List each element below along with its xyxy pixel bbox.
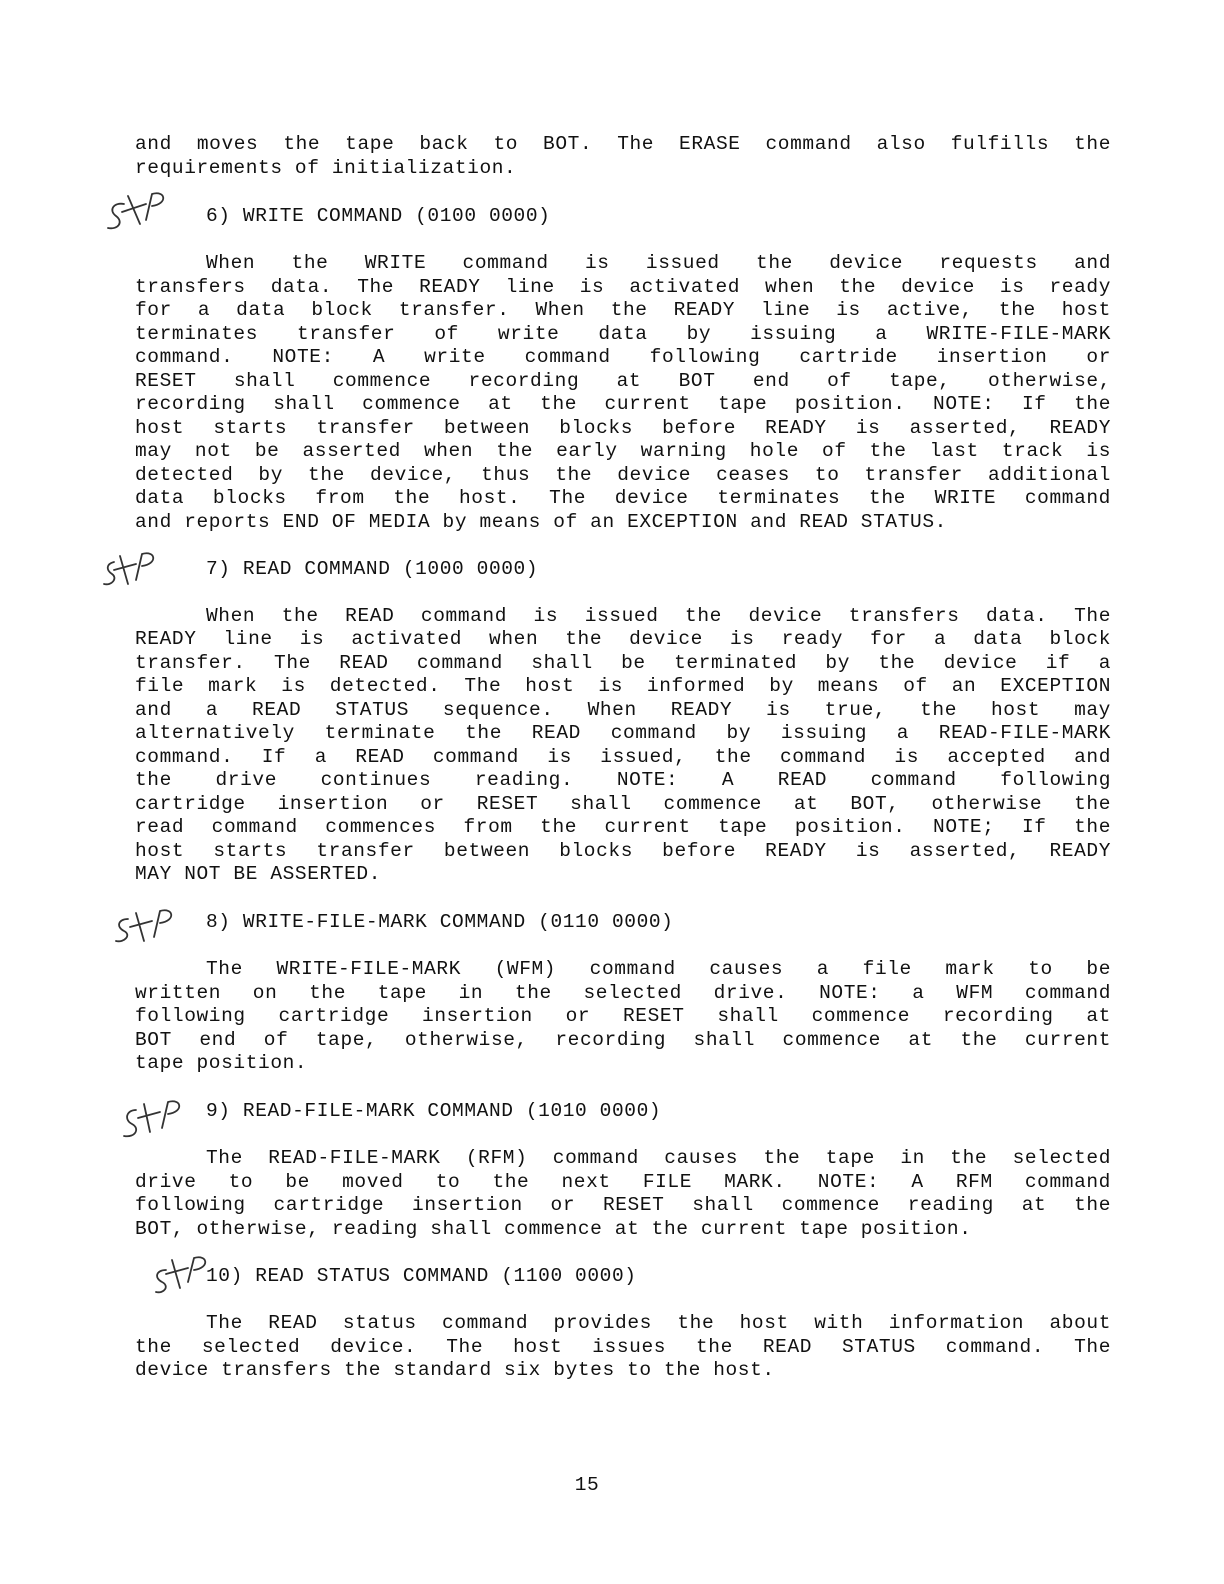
section-6-line: may not be asserted when the early warning hole of the last track is (135, 440, 1111, 462)
section-6-line: command. NOTE: A write command following cartride insertion or (135, 346, 1111, 368)
section-7-line: transfer. The READ command shall be terminated by the device if a (135, 652, 1111, 674)
section-6-line: recording shall commence at the current tape position. NOTE: If the (135, 393, 1111, 415)
section-6-line: RESET shall commence recording at BOT end of tape, otherwise, (135, 370, 1111, 392)
section-7-line: MAY NOT BE ASSERTED. (135, 863, 382, 885)
section-6-line: and reports END OF MEDIA by means of an EXCEPTION and READ STATUS. (135, 511, 947, 533)
section-8-line: tape position. (135, 1052, 308, 1074)
page-number: 15 (574, 1474, 600, 1496)
section-8-line: The WRITE-FILE-MARK (WFM) command causes a file mark to be (206, 958, 1111, 980)
section-8-heading: 8) WRITE-FILE-MARK COMMAND (0110 0000) (206, 911, 674, 933)
section-9-line: BOT, otherwise, reading shall commence at the current tape position. (135, 1218, 972, 1240)
section-6-line: for a data block transfer. When the READY line is active, the host (135, 299, 1111, 321)
section-6-line: host starts transfer between blocks before READY is asserted, READY (135, 417, 1111, 439)
section-6-line: terminates transfer of write data by issuing a WRITE-FILE-MARK (135, 323, 1111, 345)
section-7-line: the drive continues reading. NOTE: A READ command following (135, 769, 1111, 791)
section-8-line: BOT end of tape, otherwise, recording shall commence at the current (135, 1029, 1111, 1051)
section-7-line: alternatively terminate the READ command by issuing a READ-FILE-MARK (135, 722, 1111, 744)
section-10-heading: 10) READ STATUS COMMAND (1100 0000) (206, 1265, 637, 1287)
handwritten-stp-mark (110, 905, 180, 951)
section-9-line: The READ-FILE-MARK (RFM) command causes the tape in the selected (206, 1147, 1111, 1169)
section-7-line: read command commences from the current tape position. NOTE; If the (135, 816, 1111, 838)
section-7-line: cartridge insertion or RESET shall commence at BOT, otherwise the (135, 793, 1111, 815)
handwritten-stp-mark (118, 1098, 188, 1144)
section-10-line: The READ status command provides the host with information about (206, 1312, 1111, 1334)
section-7-line: command. If a READ command is issued, the command is accepted and (135, 746, 1111, 768)
section-9-line: following cartridge insertion or RESET shall commence reading at the (135, 1194, 1111, 1216)
section-9-heading: 9) READ-FILE-MARK COMMAND (1010 0000) (206, 1100, 662, 1122)
section-6-line: detected by the device, thus the device ceases to transfer additional (135, 464, 1111, 486)
section-10-line: the selected device. The host issues the READ STATUS command. The (135, 1336, 1111, 1358)
section-7-line: When the READ command is issued the device transfers data. The (206, 605, 1111, 627)
section-7-line: and a READ STATUS sequence. When READY is true, the host may (135, 699, 1111, 721)
section-6-line: data blocks from the host. The device terminates the WRITE command (135, 487, 1111, 509)
section-6-heading: 6) WRITE COMMAND (0100 0000) (206, 205, 551, 227)
section-7-line: file mark is detected. The host is informed by means of an EXCEPTION (135, 675, 1111, 697)
section-7-line: READY line is activated when the device is ready for a data block (135, 628, 1111, 650)
section-6-line: transfers data. The READY line is activated when the device is ready (135, 276, 1111, 298)
section-7-heading: 7) READ COMMAND (1000 0000) (206, 558, 539, 580)
section-8-line: following cartridge insertion or RESET shall commence recording at (135, 1005, 1111, 1027)
intro-line: and moves the tape back to BOT. The ERASE command also fulfills the (135, 133, 1111, 155)
section-9-line: drive to be moved to the next FILE MARK. NOTE: A RFM command (135, 1171, 1111, 1193)
section-7-line: host starts transfer between blocks before READY is asserted, READY (135, 840, 1111, 862)
section-10-line: device transfers the standard six bytes to the host. (135, 1359, 775, 1381)
handwritten-stp-mark (98, 550, 168, 596)
section-6-line: When the WRITE command is issued the device requests and (206, 252, 1111, 274)
intro-line: requirements of initialization. (135, 157, 517, 179)
section-8-line: written on the tape in the selected drive. NOTE: a WFM command (135, 982, 1111, 1004)
handwritten-stp-mark (102, 190, 172, 236)
